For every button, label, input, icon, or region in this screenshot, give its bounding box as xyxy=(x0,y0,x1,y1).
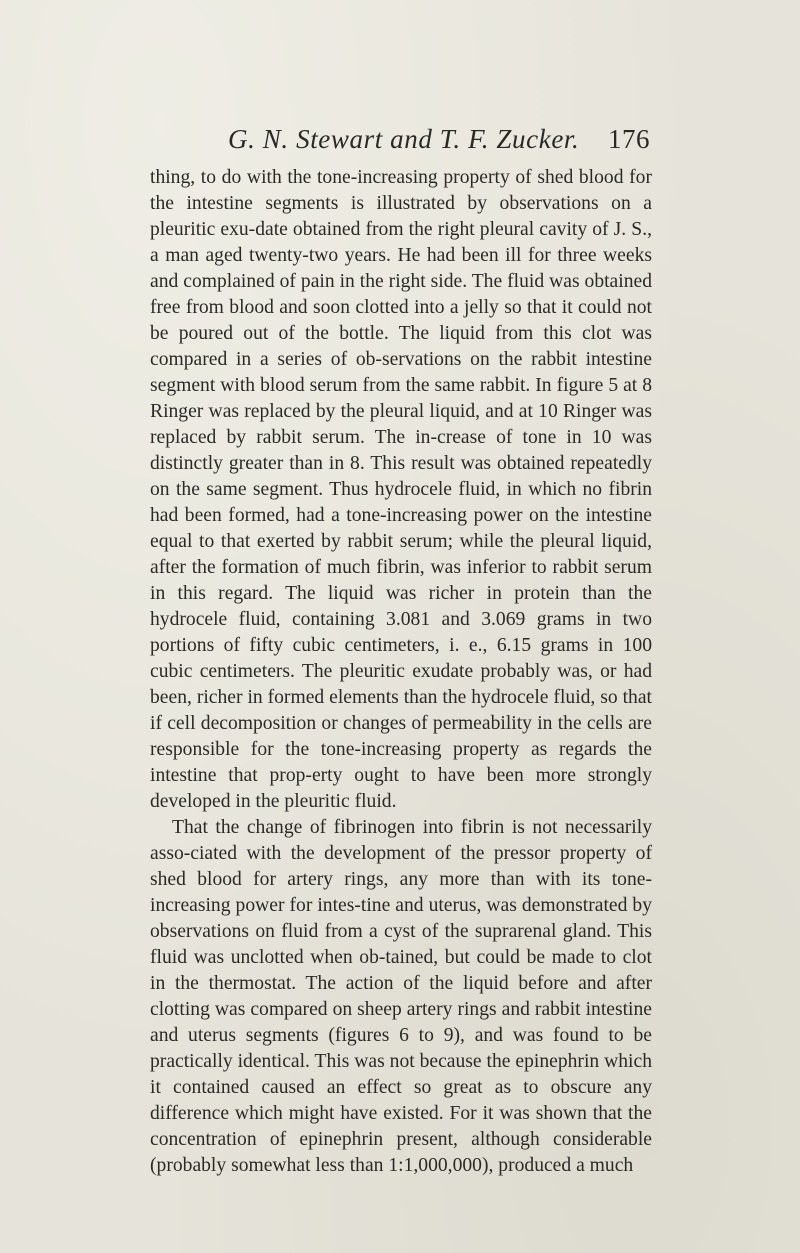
page-number: 176 xyxy=(608,124,650,154)
running-head-authors: G. N. Stewart and T. F. Zucker. xyxy=(228,124,580,154)
paragraph-pleuritic-exudate: thing, to do with the tone-increasing property of shed blood for the intestine segments is illustrated by observations on a pleuritic exu-date obtained from the right pleural cavity of J. S., a man aged twenty-two years. He had been ill for three weeks and complained of pain in the right side. The fluid was obtained free from blood and soon clotted into a jelly so that it could not be poured out of the bottle. The liquid from this clot was compared in a series of ob-servations on the rabbit intestine segment with blood serum from the same rabbit. In figure 5 at 8 Ringer was replaced by the pleural liquid, and at 10 Ringer was replaced by rabbit serum. The in-crease of tone in 10 was distinctly greater than in 8. This result was obtained repeatedly on the same segment. Thus hydrocele fluid, in which no fibrin had been formed, had a tone-increasing power on the intestine equal to that exerted by rabbit serum; while the pleural liquid, after the formation of much fibrin, was inferior to rabbit serum in this regard. The liquid was richer in protein than the hydrocele fluid, containing 3.081 and 3.069 grams in two portions of fifty cubic centimeters, i. e., 6.15 grams in 100 cubic centimeters. The pleuritic exudate probably was, or had been, richer in formed elements than the hydrocele fluid, so that if cell decomposition or changes of permeability in the cells are responsible for the tone-increasing property as regards the intestine that prop-erty ought to have been more strongly developed in the pleuritic fluid. xyxy=(150,167,652,812)
running-head xyxy=(228,124,650,164)
body-text xyxy=(150,165,652,1179)
paragraph-fibrinogen-change: That the change of fibrinogen into fibrin is not necessarily asso-ciated with the development of the pressor property of shed blood for artery rings, any more than with its tone-increasing power for intes-tine and uterus, was demonstrated by observations on fluid from a cyst of the suprarenal gland. This fluid was unclotted when ob-tained, but could be made to clot in the thermostat. The action of the liquid before and after clotting was compared on sheep artery rings and rabbit intestine and uterus segments (figures 6 to 9), and was found to be practically identical. This was not because the epinephrin which it contained caused an effect so great as to obscure any difference which might have existed. For it was shown that the concentration of epinephrin present, although considerable (probably somewhat less than 1:1,000,000), produced a much xyxy=(150,817,652,1176)
